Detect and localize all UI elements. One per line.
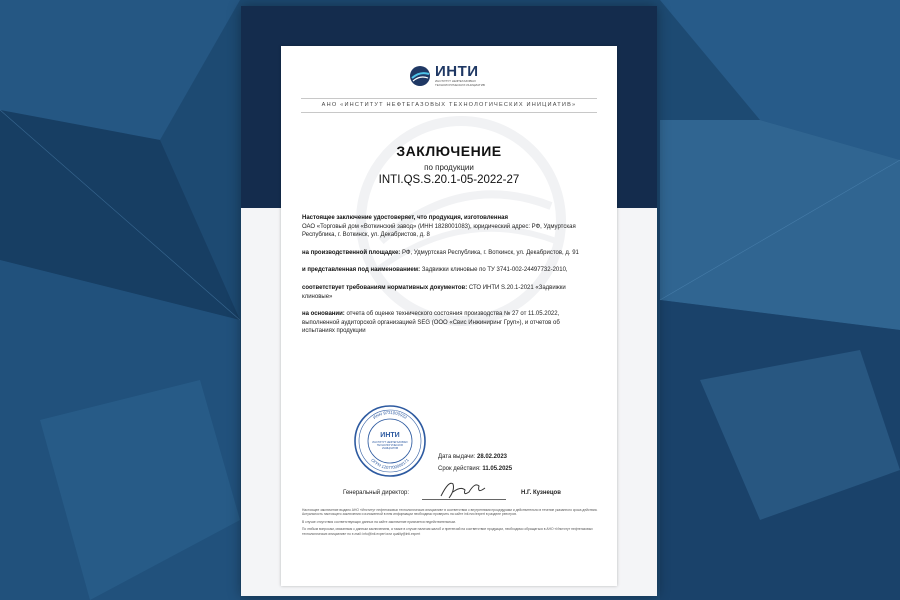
footer-note-1: Настоящее заключение выдано АНО «Институт нефтегазовых технологических инициатив» в соответствии с внутренними процедурами и действительно в течение указанного срока действия. Актуальность настоящего заключения и изложенной в нем информации необходимо проверить на сайте inti.rsrc/expert в разделе реестров. xyxy=(302,508,598,517)
certificate-body xyxy=(302,214,582,345)
basis-paragraph xyxy=(302,310,582,336)
site-paragraph xyxy=(302,249,582,258)
svg-text:ОГРН 1207700000171 xyxy=(370,457,410,470)
valid-until-value: 11.05.2025 xyxy=(482,466,513,472)
valid-until-row xyxy=(438,463,512,475)
requirements-paragraph xyxy=(302,284,582,301)
intro-label: Настоящее заключение удостоверяет, что продукция, изготовленная xyxy=(302,215,508,221)
logo-subtitle: ИНСТИТУТ НЕФТЕГАЗОВЫХ ТЕХНОЛОГИЧЕСКИХ ИНИЦИАТИВ xyxy=(435,79,485,87)
handwritten-signature-icon xyxy=(435,476,495,502)
intro-value: ОАО «Торговый дом «Воткинский завод» (ИНН 1828001083), юридический адрес: РФ, Удмуртская Республика, г. Воткинск, ул. Декабристов, д. 8 xyxy=(302,223,576,239)
name-label: и представленная под наименованием: xyxy=(302,267,421,274)
official-stamp-icon xyxy=(353,404,427,478)
site-value: РФ, Удмуртская Республика, г. Воткинск, ул. Декабристов, д. 91 xyxy=(401,249,579,256)
signer-title: Генеральный директор: xyxy=(343,490,410,496)
inti-globe-icon xyxy=(409,65,431,87)
site-label: на производственной площадке: xyxy=(302,249,401,256)
stamp-inn: ИНН 9731000932 xyxy=(371,409,409,420)
document-number: INTI.QS.S.20.1-05-2022-27 xyxy=(378,174,520,186)
certificate-document xyxy=(281,46,617,586)
name-paragraph xyxy=(302,266,582,275)
requirements-label: соответствует требованиям нормативных документов: xyxy=(302,284,468,291)
footer-notes xyxy=(302,508,602,539)
certificate-frame xyxy=(241,6,657,596)
stamp-line-2: ТЕХНОЛОГИЧЕСКИХ xyxy=(376,444,404,447)
footer-note-2: В случае отсутствия соответствующих данных на сайте заключение признается недействительным. xyxy=(302,519,456,524)
signer-name: Н.Г. Кузнецов xyxy=(521,490,561,496)
stamp-ogrn: ОГРН 1207700000171 xyxy=(370,457,410,471)
issue-date-value: 28.02.2023 xyxy=(476,454,508,460)
validity-dates xyxy=(438,451,512,475)
divider-top xyxy=(301,98,597,99)
requirements-value: СТО ИНТИ S.20.1-2021 «Задвижки клиновые» xyxy=(302,284,566,300)
logo-name: ИНТИ xyxy=(435,63,479,80)
organization-name: АНО «ИНСТИТУТ НЕФТЕГАЗОВЫХ ТЕХНОЛОГИЧЕСКИХ ИНИЦИАТИВ» xyxy=(321,102,577,108)
divider-bottom xyxy=(301,112,597,113)
footer-note-3: По любым вопросам, связанным с данным заключением, а также в случае наличия жалоб и претензий на соответствие продукции, необходимо обращаться в АНО «Институт нефтегазовых технологических инициатив» по e-mail: info@inti.expert или quality@inti.expert xyxy=(302,527,593,536)
issue-date-row xyxy=(438,451,512,463)
document-subtitle: по продукции xyxy=(424,163,474,172)
issue-date-label: Дата выдачи: xyxy=(438,454,476,460)
inti-logo xyxy=(409,62,491,90)
intro-paragraph xyxy=(302,214,582,240)
signature-row xyxy=(343,482,603,504)
stamp-logo: ИНТИ xyxy=(380,432,400,439)
name-value: Задвижки клиновые по ТУ 3741-002-24497732-2010, xyxy=(421,267,568,274)
basis-label: на основании: xyxy=(302,311,345,318)
stamp-line-3: ИНИЦИАТИВ xyxy=(381,447,399,450)
document-title: ЗАКЛЮЧЕНИЕ xyxy=(396,143,502,159)
valid-until-label: Срок действия: xyxy=(438,466,481,472)
stamp-line-1: ИНСТИТУТ НЕФТЕГАЗОВЫХ xyxy=(372,441,408,444)
basis-value: отчета об оценке технического состояния производства № 27 от 11.05.2022, выполненной аудиторской организацией SEG (ООО «Свис Инжиниринг Груп»), и отчетов об испытаниях продукции xyxy=(302,311,560,335)
